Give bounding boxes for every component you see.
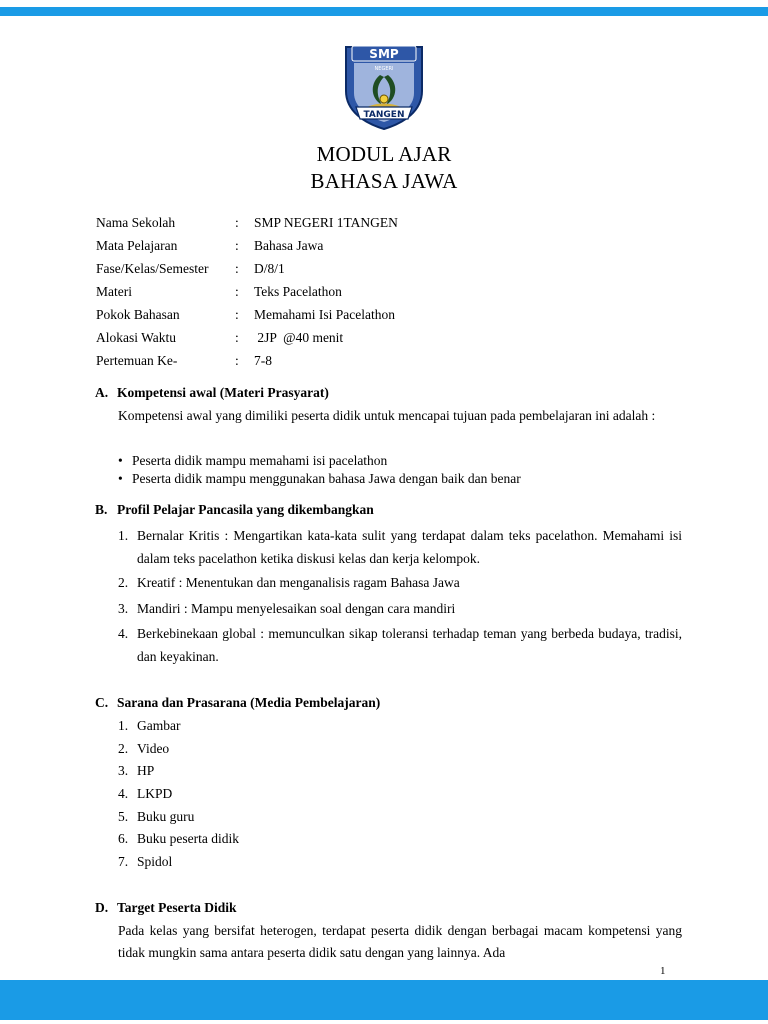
- section-letter: D.: [95, 900, 109, 915]
- info-key: Materi: [96, 284, 132, 299]
- list-item: [118, 805, 682, 828]
- item-number: 1.: [118, 528, 129, 543]
- list-item: [118, 471, 521, 487]
- info-value: D/8/1: [254, 261, 285, 276]
- document-subtitle: BAHASA JAWA: [310, 169, 458, 193]
- list-item: [118, 597, 682, 620]
- section-title: Profil Pelajar Pancasila yang dikembangkan: [117, 502, 374, 517]
- section-letter: B.: [95, 502, 108, 517]
- list-item: [118, 714, 682, 737]
- item-number: 4.: [118, 626, 129, 641]
- item-number: 3.: [118, 763, 129, 778]
- info-colon: :: [235, 307, 239, 322]
- list-item: [118, 850, 682, 873]
- bullet-icon: •: [118, 453, 123, 468]
- info-key: Nama Sekolah: [96, 215, 176, 230]
- info-colon: :: [235, 238, 239, 253]
- logo-arc-text: NEGERI: [374, 66, 394, 72]
- logo-top-text: SMP: [369, 47, 399, 61]
- list-item: [118, 759, 682, 782]
- page-number: 1: [660, 965, 666, 977]
- item-number: 2.: [118, 575, 129, 590]
- section-title: Kompetensi awal (Materi Prasyarat): [117, 385, 329, 400]
- info-colon: :: [235, 284, 239, 299]
- item-text: HP: [137, 763, 155, 778]
- item-number: 1.: [118, 718, 129, 733]
- document-title: MODUL AJAR: [316, 142, 452, 166]
- info-value: SMP NEGERI 1TANGEN: [254, 215, 398, 230]
- school-emblem-icon: [340, 43, 428, 131]
- info-value: Teks Pacelathon: [254, 284, 342, 299]
- section-a-paragraph: Kompetensi awal yang dimiliki peserta didik untuk mencapai tujuan pada pembelajaran ini adalah :: [118, 408, 656, 423]
- section-a-heading: [95, 385, 329, 401]
- item-text: Buku guru: [137, 809, 195, 824]
- info-colon: :: [235, 353, 239, 368]
- list-item: [118, 827, 682, 850]
- list-item: [118, 782, 682, 805]
- bullet-text: Peserta didik mampu menggunakan bahasa Jawa dengan baik dan benar: [132, 471, 521, 486]
- info-value: Memahami Isi Pacelathon: [254, 307, 395, 322]
- list-item: [118, 453, 387, 469]
- info-key: Alokasi Waktu: [96, 330, 177, 345]
- item-number: 6.: [118, 831, 129, 846]
- section-d-heading: [95, 900, 236, 916]
- bullet-icon: •: [118, 471, 123, 486]
- bullet-text: Peserta didik mampu memahami isi pacelathon: [132, 453, 388, 468]
- item-text: Gambar: [137, 718, 181, 733]
- logo-bottom-text: TANGEN: [363, 110, 405, 120]
- item-text: Bernalar Kritis : Mengartikan kata-kata sulit yang terdapat dalam teks pacelathon. Memahami isi dalam teks pacelathon ketika diskusi kelas dan kerja kelompok.: [137, 528, 682, 566]
- section-letter: A.: [95, 385, 109, 400]
- list-item: [118, 571, 682, 594]
- info-key: Mata Pelajaran: [96, 238, 178, 253]
- info-colon: :: [235, 215, 239, 230]
- info-value: Bahasa Jawa: [254, 238, 324, 253]
- item-number: 5.: [118, 809, 129, 824]
- section-letter: C.: [95, 695, 109, 710]
- item-number: 3.: [118, 601, 129, 616]
- item-text: Spidol: [137, 854, 173, 869]
- item-text: Buku peserta didik: [137, 831, 239, 846]
- info-key: Fase/Kelas/Semester: [96, 261, 209, 276]
- info-key: Pokok Bahasan: [96, 307, 180, 322]
- school-logo: [340, 43, 428, 131]
- section-c-heading: [95, 695, 380, 711]
- section-title: Target Peserta Didik: [117, 900, 237, 915]
- info-key: Pertemuan Ke-: [96, 353, 178, 368]
- item-text: Berkebinekaan global : memunculkan sikap toleransi terhadap teman yang berbeda budaya, tradisi, dan keyakinan.: [137, 626, 682, 664]
- item-text: Kreatif : Menentukan dan menganalisis ragam Bahasa Jawa: [137, 575, 460, 590]
- item-number: 2.: [118, 741, 129, 756]
- item-text: Mandiri : Mampu menyelesaikan soal dengan cara mandiri: [137, 601, 456, 616]
- section-d-paragraph: Pada kelas yang bersifat heterogen, terdapat peserta didik dengan berbagai macam kompetensi yang tidak mungkin sama antara peserta didik satu dengan yang lainnya. Ada: [118, 923, 682, 960]
- bottom-accent-bar: [0, 980, 768, 1020]
- list-item: [118, 737, 682, 760]
- info-colon: :: [235, 330, 239, 345]
- top-accent-bar: [0, 7, 768, 16]
- item-number: 7.: [118, 854, 129, 869]
- info-value: 2JP @40 menit: [254, 330, 344, 345]
- item-text: LKPD: [137, 786, 173, 801]
- item-text: Video: [137, 741, 170, 756]
- section-b-heading: [95, 502, 374, 518]
- list-item: [118, 622, 682, 668]
- section-title: Sarana dan Prasarana (Media Pembelajaran): [117, 695, 381, 710]
- list-item: [118, 524, 682, 570]
- info-value: 7-8: [254, 353, 272, 368]
- item-number: 4.: [118, 786, 129, 801]
- info-colon: :: [235, 261, 239, 276]
